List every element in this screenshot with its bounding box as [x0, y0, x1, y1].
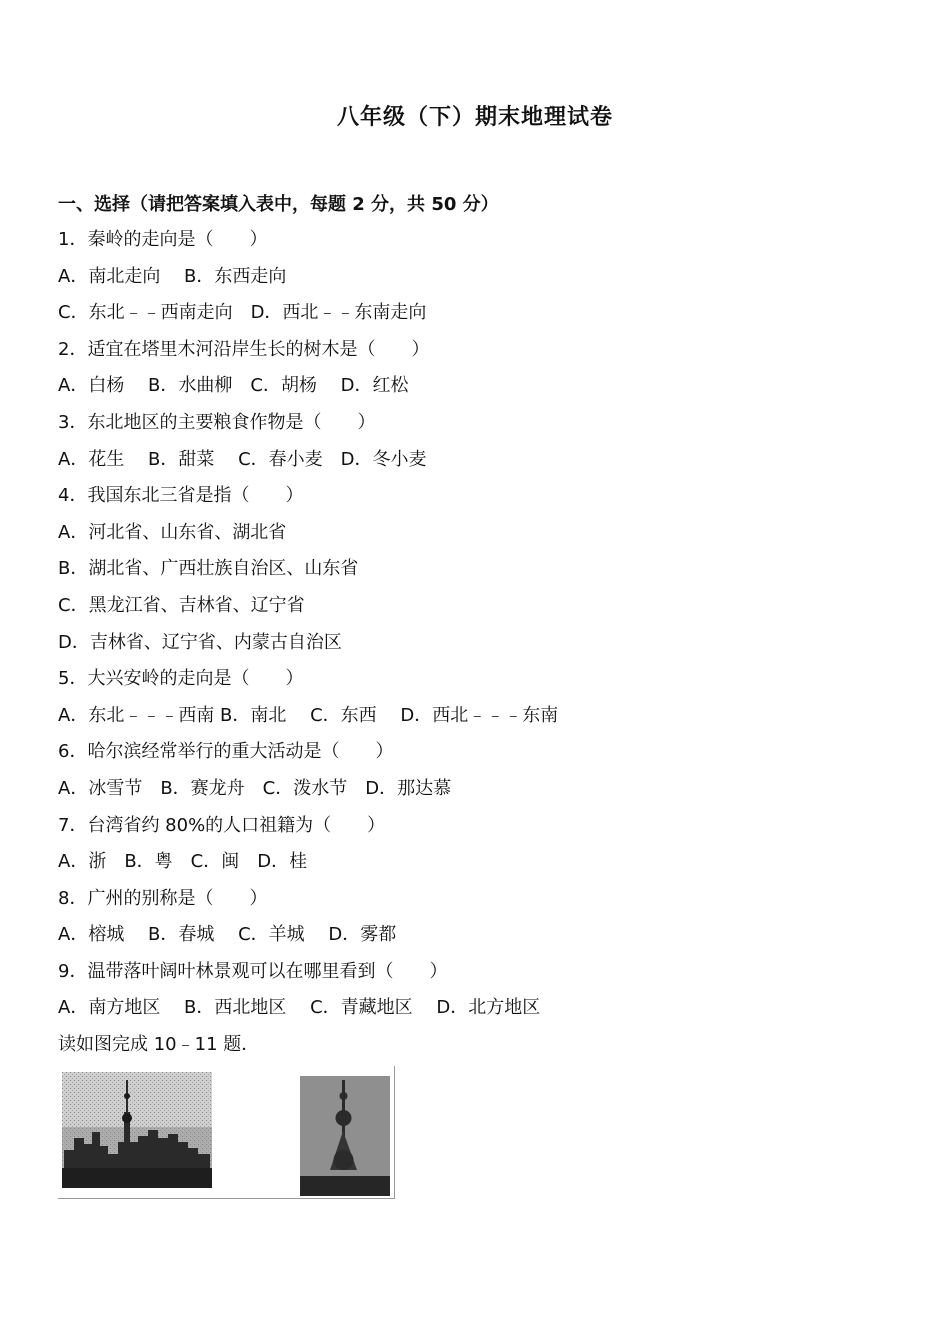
question-4-option-c: C．黑龙江省、吉林省、辽宁省: [58, 594, 305, 616]
figure-instruction: 读如图完成 10﹣11 题．: [58, 1034, 260, 1056]
figure-photos: [58, 1066, 395, 1199]
question-2: 2．适宜在塔里木河沿岸生长的树木是（ ）: [58, 338, 430, 360]
question-7-options: A．浙 B．粤 C．闽 D．桂: [58, 851, 308, 873]
skyline-photo: [62, 1072, 212, 1188]
question-6-options: A．冰雪节 B．赛龙舟 C．泼水节 D．那达慕: [58, 777, 452, 799]
question-1-options-2: C．东北﹣﹣西南走向 D．西北﹣﹣东南走向: [58, 302, 427, 324]
question-5-options: A．东北﹣﹣﹣西南 B．南北 C．东西 D．西北﹣﹣﹣东南: [58, 704, 559, 726]
question-4-option-b: B．湖北省、广西壮族自治区、山东省: [58, 558, 359, 580]
question-list: [58, 226, 918, 1068]
question-9: 9．温带落叶阔叶林景观可以在哪里看到（ ）: [58, 960, 448, 982]
question-3: 3．东北地区的主要粮食作物是（ ）: [58, 411, 376, 433]
question-1: 1．秦岭的走向是（ ）: [58, 229, 268, 250]
question-6: 6．哈尔滨经常举行的重大活动是（ ）: [58, 741, 394, 763]
question-2-options: A．白杨 B．水曲柳 C．胡杨 D．红松: [58, 375, 409, 397]
question-7: 7．台湾省约 80%的人口祖籍为（ ）: [58, 814, 386, 836]
question-8: 8．广州的别称是（ ）: [58, 887, 268, 909]
question-3-options: A．花生 B．甜菜 C．春小麦 D．冬小麦: [58, 448, 427, 470]
question-5: 5．大兴安岭的走向是（ ）: [58, 668, 304, 690]
section-heading: 一、选择（请把答案填入表中，每题 2 分，共 50 分）: [58, 194, 499, 215]
question-4-option-d: D．吉林省、辽宁省、内蒙古自治区: [58, 631, 342, 653]
question-8-options: A．榕城 B．春城 C．羊城 D．雾都: [58, 924, 397, 946]
exam-title: 八年级（下）期末地理试卷: [336, 105, 613, 130]
tower-photo: [300, 1076, 390, 1196]
question-4-option-a: A．河北省、山东省、湖北省: [58, 521, 287, 543]
question-1-options: A．南北走向 B．东西走向: [58, 265, 287, 287]
question-4: 4．我国东北三省是指（ ）: [58, 485, 304, 507]
question-9-options: A．南方地区 B．西北地区 C．青藏地区 D．北方地区: [58, 997, 541, 1019]
